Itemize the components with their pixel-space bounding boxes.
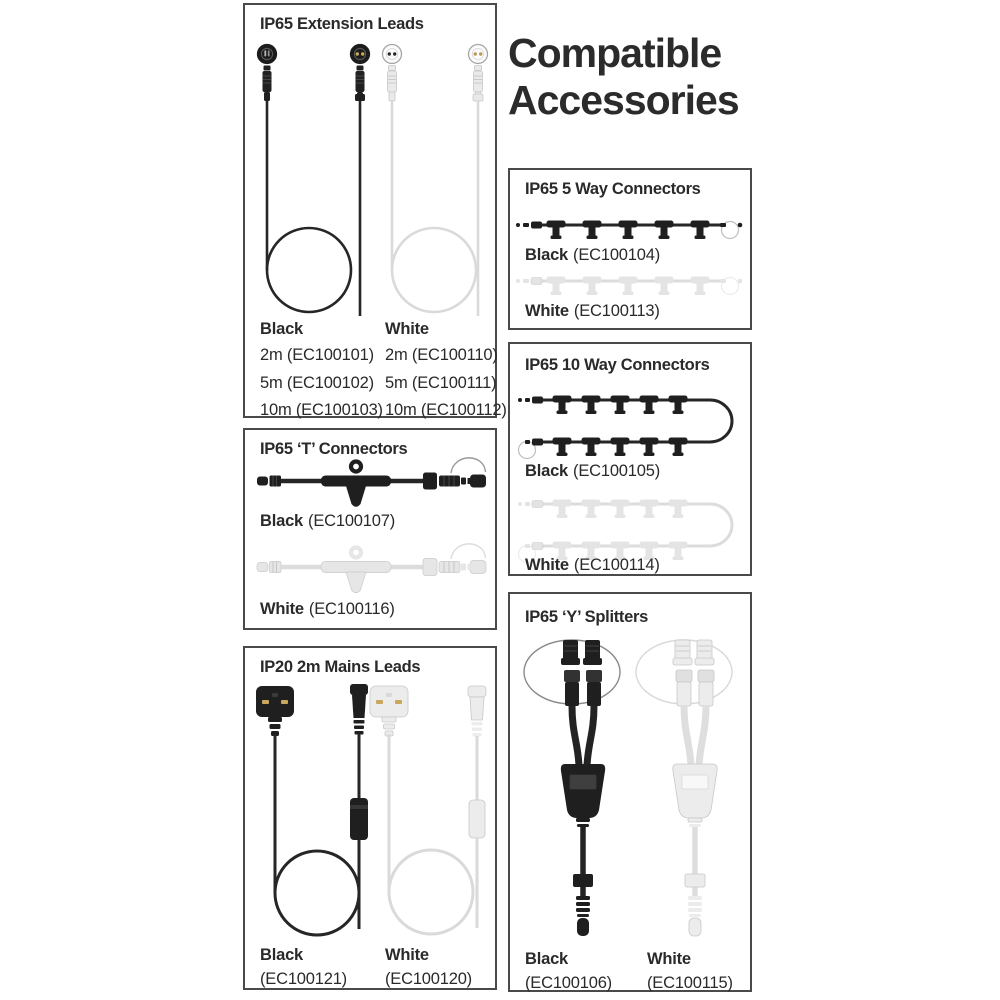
t-connector-black-graphic bbox=[255, 452, 489, 514]
panel-title: IP65 5 Way Connectors bbox=[525, 180, 701, 198]
product-code: (EC100121) bbox=[260, 970, 347, 988]
mains-leads-graphic bbox=[245, 682, 499, 942]
product-option: 10m (EC100112) bbox=[385, 401, 507, 419]
variant-label: White bbox=[525, 556, 569, 574]
product-code: (EC100113) bbox=[573, 302, 660, 320]
variant-code-line bbox=[525, 302, 660, 321]
product-code: (EC100115) bbox=[647, 974, 733, 992]
five-way-white-graphic bbox=[514, 266, 746, 302]
panel-mains-leads bbox=[243, 646, 497, 990]
extension-leads-graphic bbox=[245, 35, 499, 325]
panel-title: IP20 2m Mains Leads bbox=[260, 658, 421, 676]
product-option: 2m (EC100110) bbox=[385, 346, 498, 364]
panel-title: IP65 Extension Leads bbox=[260, 15, 424, 33]
main-title bbox=[508, 30, 739, 124]
main-title-line2: Accessories bbox=[508, 77, 739, 123]
variant-block-black bbox=[525, 948, 643, 996]
variant-column-white bbox=[385, 317, 507, 425]
variant-code-line bbox=[525, 246, 660, 265]
panel-ten-way-connectors bbox=[508, 342, 752, 576]
panel-t-connectors bbox=[243, 428, 497, 630]
product-option: 5m (EC100111) bbox=[385, 373, 497, 392]
panel-title: IP65 ‘Y’ Splitters bbox=[525, 608, 648, 626]
product-code: (EC100107) bbox=[308, 512, 396, 530]
variant-code-line bbox=[525, 556, 660, 575]
product-code: (EC100106) bbox=[525, 974, 612, 992]
variant-label: White bbox=[385, 946, 429, 964]
variant-block-black bbox=[260, 944, 378, 992]
variant-block-white bbox=[647, 948, 765, 996]
product-option: 10m (EC100103) bbox=[260, 401, 383, 419]
variant-label: Black bbox=[260, 320, 304, 338]
panel-title: IP65 10 Way Connectors bbox=[525, 356, 710, 374]
product-code: (EC100114) bbox=[573, 556, 660, 574]
variant-label: Black bbox=[525, 950, 569, 968]
variant-code-line bbox=[260, 600, 395, 619]
product-code: (EC100120) bbox=[385, 970, 472, 988]
product-option: 2m (EC100101) bbox=[260, 346, 374, 364]
t-connector-white-graphic bbox=[255, 538, 489, 600]
variant-label: White bbox=[260, 600, 304, 618]
variant-label: Black bbox=[260, 512, 304, 530]
variant-label: White bbox=[385, 320, 429, 338]
main-title-line1: Compatible bbox=[508, 30, 722, 76]
variant-label: Black bbox=[525, 246, 569, 264]
panel-title: IP65 ‘T’ Connectors bbox=[260, 440, 408, 458]
variant-code-line bbox=[260, 512, 395, 531]
panel-y-splitters bbox=[508, 592, 752, 992]
variant-label: White bbox=[525, 302, 569, 320]
panel-five-way-connectors bbox=[508, 168, 752, 330]
ten-way-black-graphic bbox=[514, 384, 746, 464]
product-code: (EC100104) bbox=[573, 246, 661, 264]
product-code: (EC100105) bbox=[573, 462, 661, 480]
product-code: (EC100116) bbox=[308, 600, 395, 618]
variant-code-line bbox=[525, 462, 660, 481]
panel-extension-leads bbox=[243, 3, 507, 419]
variant-label: White bbox=[647, 950, 691, 968]
variant-label: Black bbox=[525, 462, 569, 480]
product-option: 5m (EC100102) bbox=[260, 373, 374, 392]
y-splitters-graphic bbox=[510, 638, 750, 946]
variant-block-white bbox=[385, 944, 503, 992]
five-way-black-graphic bbox=[514, 210, 746, 246]
variant-column-black bbox=[260, 317, 383, 425]
variant-label: Black bbox=[260, 946, 304, 964]
